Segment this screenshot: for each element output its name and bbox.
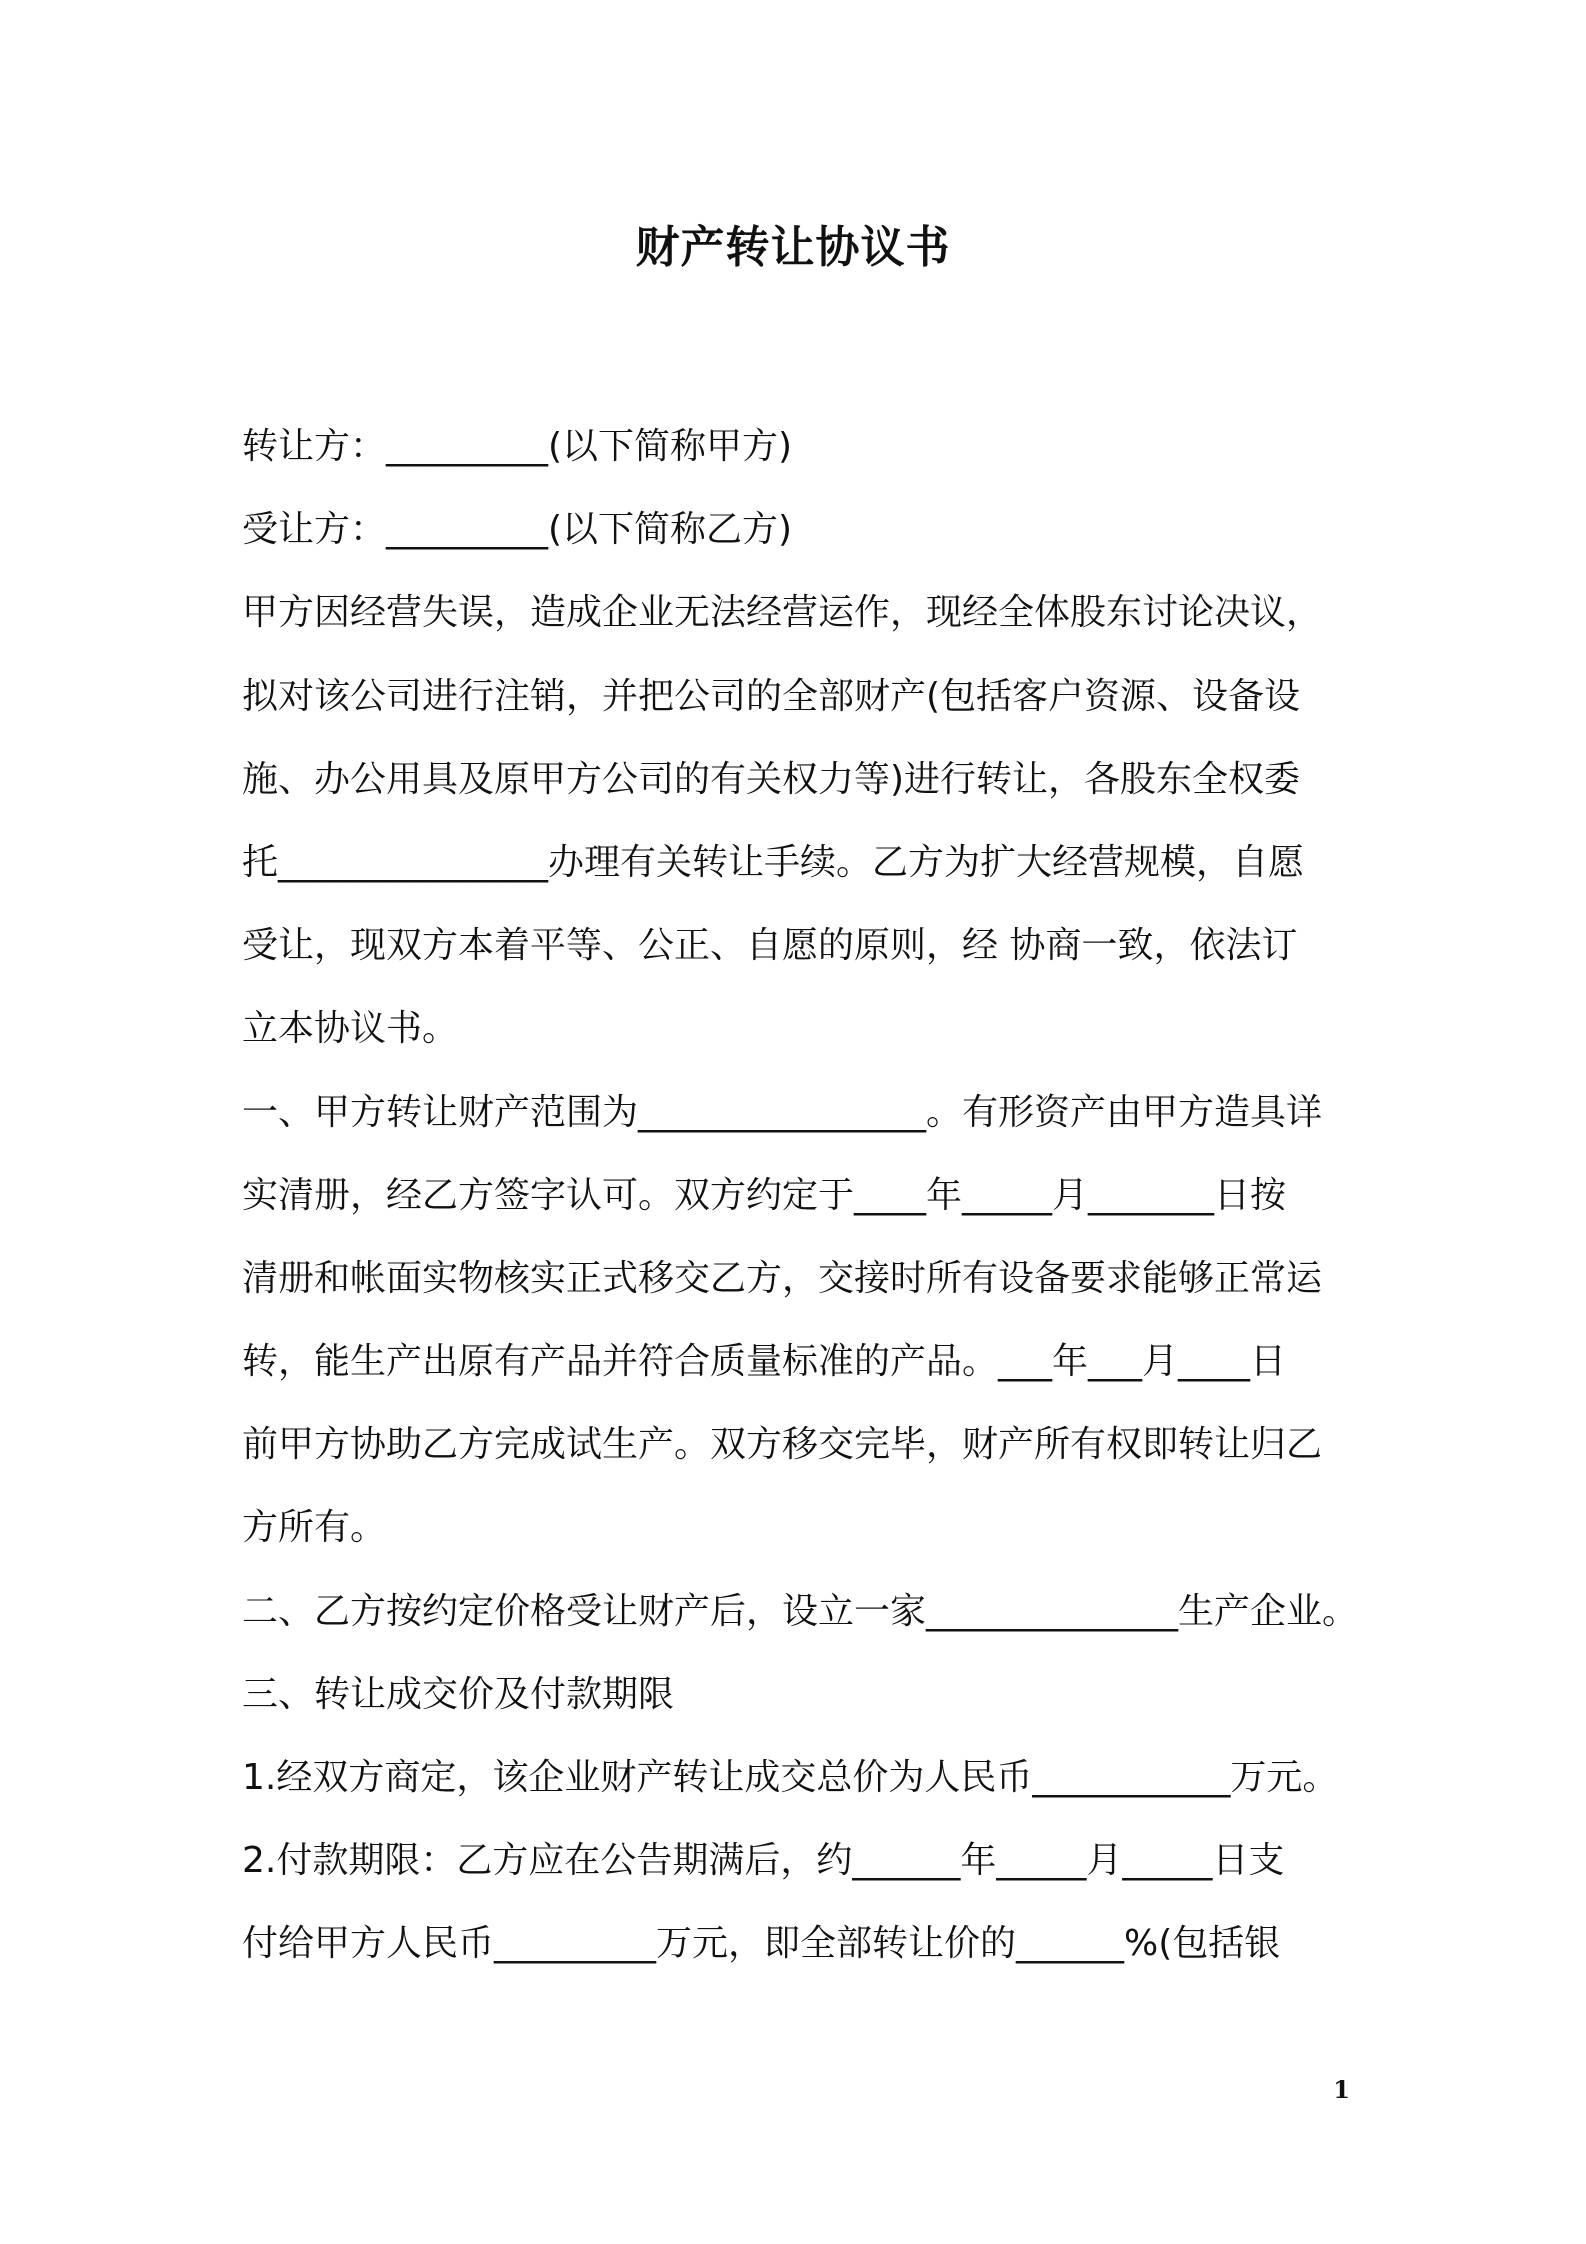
body-line: 三、转让成交价及付款期限 (242, 1673, 675, 1715)
body-line: 前甲方协助乙方完成试生产。双方移交完毕，财产所有权即转让归乙 (242, 1424, 1323, 1466)
body-line: 实清册，经乙方签字认可。双方约定于____年_____月_______日按 (242, 1174, 1287, 1216)
body-line: 清册和帐面实物核实正式移交乙方，交接时所有设备要求能够正常运 (242, 1257, 1323, 1299)
body-line: 施、办公用具及原甲方公司的有关权力等)进行转让，各股东全权委 (242, 758, 1301, 800)
document-body (242, 405, 1402, 1986)
body-line: 一、甲方转让财产范围为________________。有形资产由甲方造具详 (242, 1091, 1323, 1133)
body-line: 二、乙方按约定价格受让财产后，设立一家______________生产企业。 (242, 1590, 1359, 1632)
page-number: 1 (1333, 2075, 1350, 2104)
body-line: 甲方因经营失误，造成企业无法经营运作，现经全体股东讨论决议， (242, 592, 1323, 634)
body-line: 1.经双方商定，该企业财产转让成交总价为人民币___________万元。 (242, 1757, 1339, 1798)
document-title: 财产转让协议书 (635, 222, 951, 273)
body-line: 方所有。 (242, 1507, 387, 1549)
body-line: 转，能生产出原有产品并符合质量标准的产品。___年___月____日 (242, 1341, 1287, 1383)
body-line: 受让方：_________(以下简称乙方) (242, 509, 793, 551)
body-line: 付给甲方人民币_________万元，即全部转让价的______%(包括银 (242, 1923, 1281, 1965)
body-line: 2.付款期限：乙方应在公告期满后，约______年_____月_____日支 (242, 1840, 1285, 1882)
body-line: 转让方：_________(以下简称甲方) (242, 426, 793, 467)
body-line: 拟对该公司进行注销，并把公司的全部财产(包括客户资源、设备设 (242, 675, 1301, 717)
body-line: 立本协议书。 (242, 1008, 459, 1050)
body-line: 托_______________办理有关转让手续。乙方为扩大经营规模，自愿 (242, 841, 1305, 883)
body-line: 受让，现双方本着平等、公正、自愿的原则，经 协商一致，依法订 (242, 925, 1298, 967)
